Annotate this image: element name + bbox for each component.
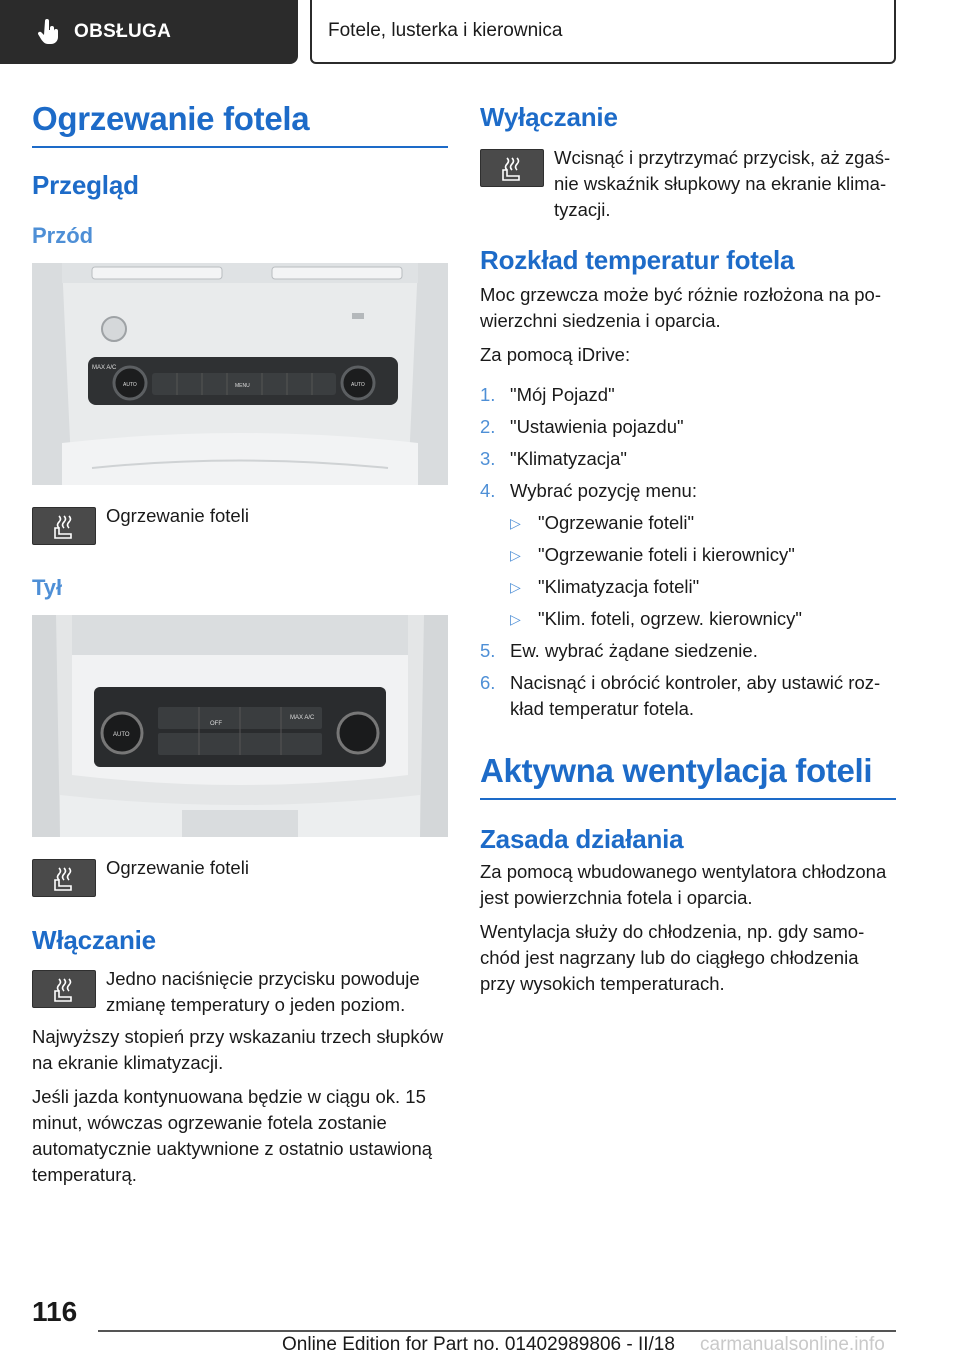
page-header	[0, 0, 960, 64]
principle-para-2: Wentylacja służy do chłodzenia, np. gdy samochód jest nagrzany lub do ciągłego chłodzenia przy wysokich temperaturach.	[480, 921, 865, 994]
option-text: "Ogrzewanie foteli"	[538, 512, 695, 533]
front-seat-heating-row	[32, 507, 448, 545]
watermark: carmanualsonline.info	[700, 1334, 885, 1355]
step-number: 4.	[480, 480, 496, 501]
svg-text:OFF: OFF	[210, 721, 222, 727]
list-item	[480, 446, 896, 472]
list-item	[480, 478, 896, 504]
list-item	[480, 414, 896, 440]
option-text: "Klimatyzacja foteli"	[538, 576, 700, 597]
off-icon-text: Wcisnąć i przytrzymać przycisk, aż zgaśnie wskaźnik słupkowy na ekranie klimatyzacji.	[554, 147, 891, 220]
step-text: Ew. wybrać żądane siedzenie.	[510, 640, 758, 661]
ventilation-title: Aktywna wentylacja foteli	[480, 752, 896, 800]
on-heading: Włączanie	[32, 925, 156, 955]
list-item	[480, 574, 896, 600]
step-number: 3.	[480, 448, 496, 469]
step-number: 2.	[480, 416, 496, 437]
svg-text:AUTO: AUTO	[351, 382, 365, 388]
on-icon-row	[32, 970, 448, 1018]
page-number: 116	[32, 1296, 78, 1327]
principle-para-1: Za pomocą wbudowanego wentylatora chłodzona jest powierzchnia fotela i oparcia.	[480, 861, 887, 908]
list-item	[480, 382, 896, 408]
front-icon-caption: Ogrzewanie foteli	[106, 505, 249, 526]
option-text: "Klim. foteli, ogrzew. kierownicy"	[538, 608, 802, 629]
distribution-heading: Rozkład temperatur fotela	[480, 245, 795, 275]
svg-text:MAX A/C: MAX A/C	[290, 715, 315, 721]
rear-climate-panel-image	[32, 615, 448, 837]
right-column	[480, 100, 896, 997]
seat-heating-icon[interactable]	[32, 507, 96, 545]
distribution-para-2: Za pomocą iDrive:	[480, 344, 631, 365]
chapter-tab-label: Fotele, lusterka i kierownica	[328, 20, 563, 41]
step-text: Nacisnąć i obrócić kontroler, aby ustawić rozkład temperatur fotela.	[510, 672, 881, 719]
seat-heating-icon[interactable]	[32, 859, 96, 897]
principle-heading: Zasada działania	[480, 824, 684, 854]
off-icon-row	[480, 149, 896, 223]
hand-pointer-icon	[38, 19, 60, 45]
step-text: "Ustawienia pojazdu"	[510, 416, 684, 437]
seat-heating-icon[interactable]	[480, 149, 544, 187]
chapter-tab[interactable]	[310, 0, 896, 64]
triangle-bullet-icon: ▷	[510, 611, 521, 627]
on-icon-text: Jedno naciśnięcie przycisku powoduje zmianę temperatury o jeden poziom.	[106, 968, 420, 1015]
front-heading: Przód	[32, 223, 94, 248]
on-para-2: Jeśli jazda kontynuowana będzie w ciągu ok. 15 minut, wówczas ogrzewanie fotela zostanie automatycznie uaktywnione z ostatnio ustawioną temperaturą.	[32, 1086, 433, 1185]
section-tab[interactable]	[0, 0, 298, 64]
seat-heat-glyph-icon	[49, 512, 79, 540]
menu-options	[480, 510, 896, 632]
step-number: 1.	[480, 384, 496, 405]
seat-heating-icon[interactable]	[32, 970, 96, 1008]
step-text: "Mój Pojazd"	[510, 384, 615, 405]
left-column	[32, 100, 448, 1188]
triangle-bullet-icon: ▷	[510, 515, 521, 531]
rear-heading: Tył	[32, 575, 63, 600]
seat-heat-glyph-icon	[49, 975, 79, 1003]
triangle-bullet-icon: ▷	[510, 579, 521, 595]
list-item	[480, 638, 896, 664]
list-item	[480, 606, 896, 632]
rear-seat-heating-row	[32, 859, 448, 897]
triangle-bullet-icon: ▷	[510, 547, 521, 563]
off-heading: Wyłączanie	[480, 102, 618, 132]
step-number: 5.	[480, 640, 496, 661]
idrive-steps	[480, 382, 896, 504]
front-climate-panel-image	[32, 263, 448, 485]
svg-text:AUTO: AUTO	[113, 732, 130, 738]
seat-heat-glyph-icon	[497, 154, 527, 182]
svg-text:AUTO: AUTO	[123, 382, 137, 388]
svg-text:MENU: MENU	[235, 383, 250, 389]
step-number: 6.	[480, 672, 496, 693]
list-item	[480, 542, 896, 568]
seat-heat-glyph-icon	[49, 864, 79, 892]
distribution-para-1: Moc grzewcza może być różnie rozłożona na powierzchni siedzenia i oparcia.	[480, 284, 882, 331]
overview-heading: Przegląd	[32, 170, 139, 200]
edition-info: Online Edition for Part no. 01402989806 - II/18	[282, 1334, 675, 1355]
rear-icon-caption: Ogrzewanie foteli	[106, 857, 249, 878]
section-tab-label: OBSŁUGA	[74, 21, 172, 42]
footer-divider	[98, 1330, 896, 1332]
section-title: Ogrzewanie fotela	[32, 100, 448, 148]
list-item	[480, 510, 896, 536]
list-item	[480, 670, 896, 722]
svg-text:MAX A/C: MAX A/C	[92, 365, 117, 371]
step-text: Wybrać pozycję menu:	[510, 480, 697, 501]
option-text: "Ogrzewanie foteli i kierownicy"	[538, 544, 795, 565]
idrive-steps-continued	[480, 638, 896, 722]
on-para-1: Najwyższy stopień przy wskazaniu trzech słupków na ekranie klimatyzacji.	[32, 1026, 444, 1073]
step-text: "Klimatyzacja"	[510, 448, 627, 469]
